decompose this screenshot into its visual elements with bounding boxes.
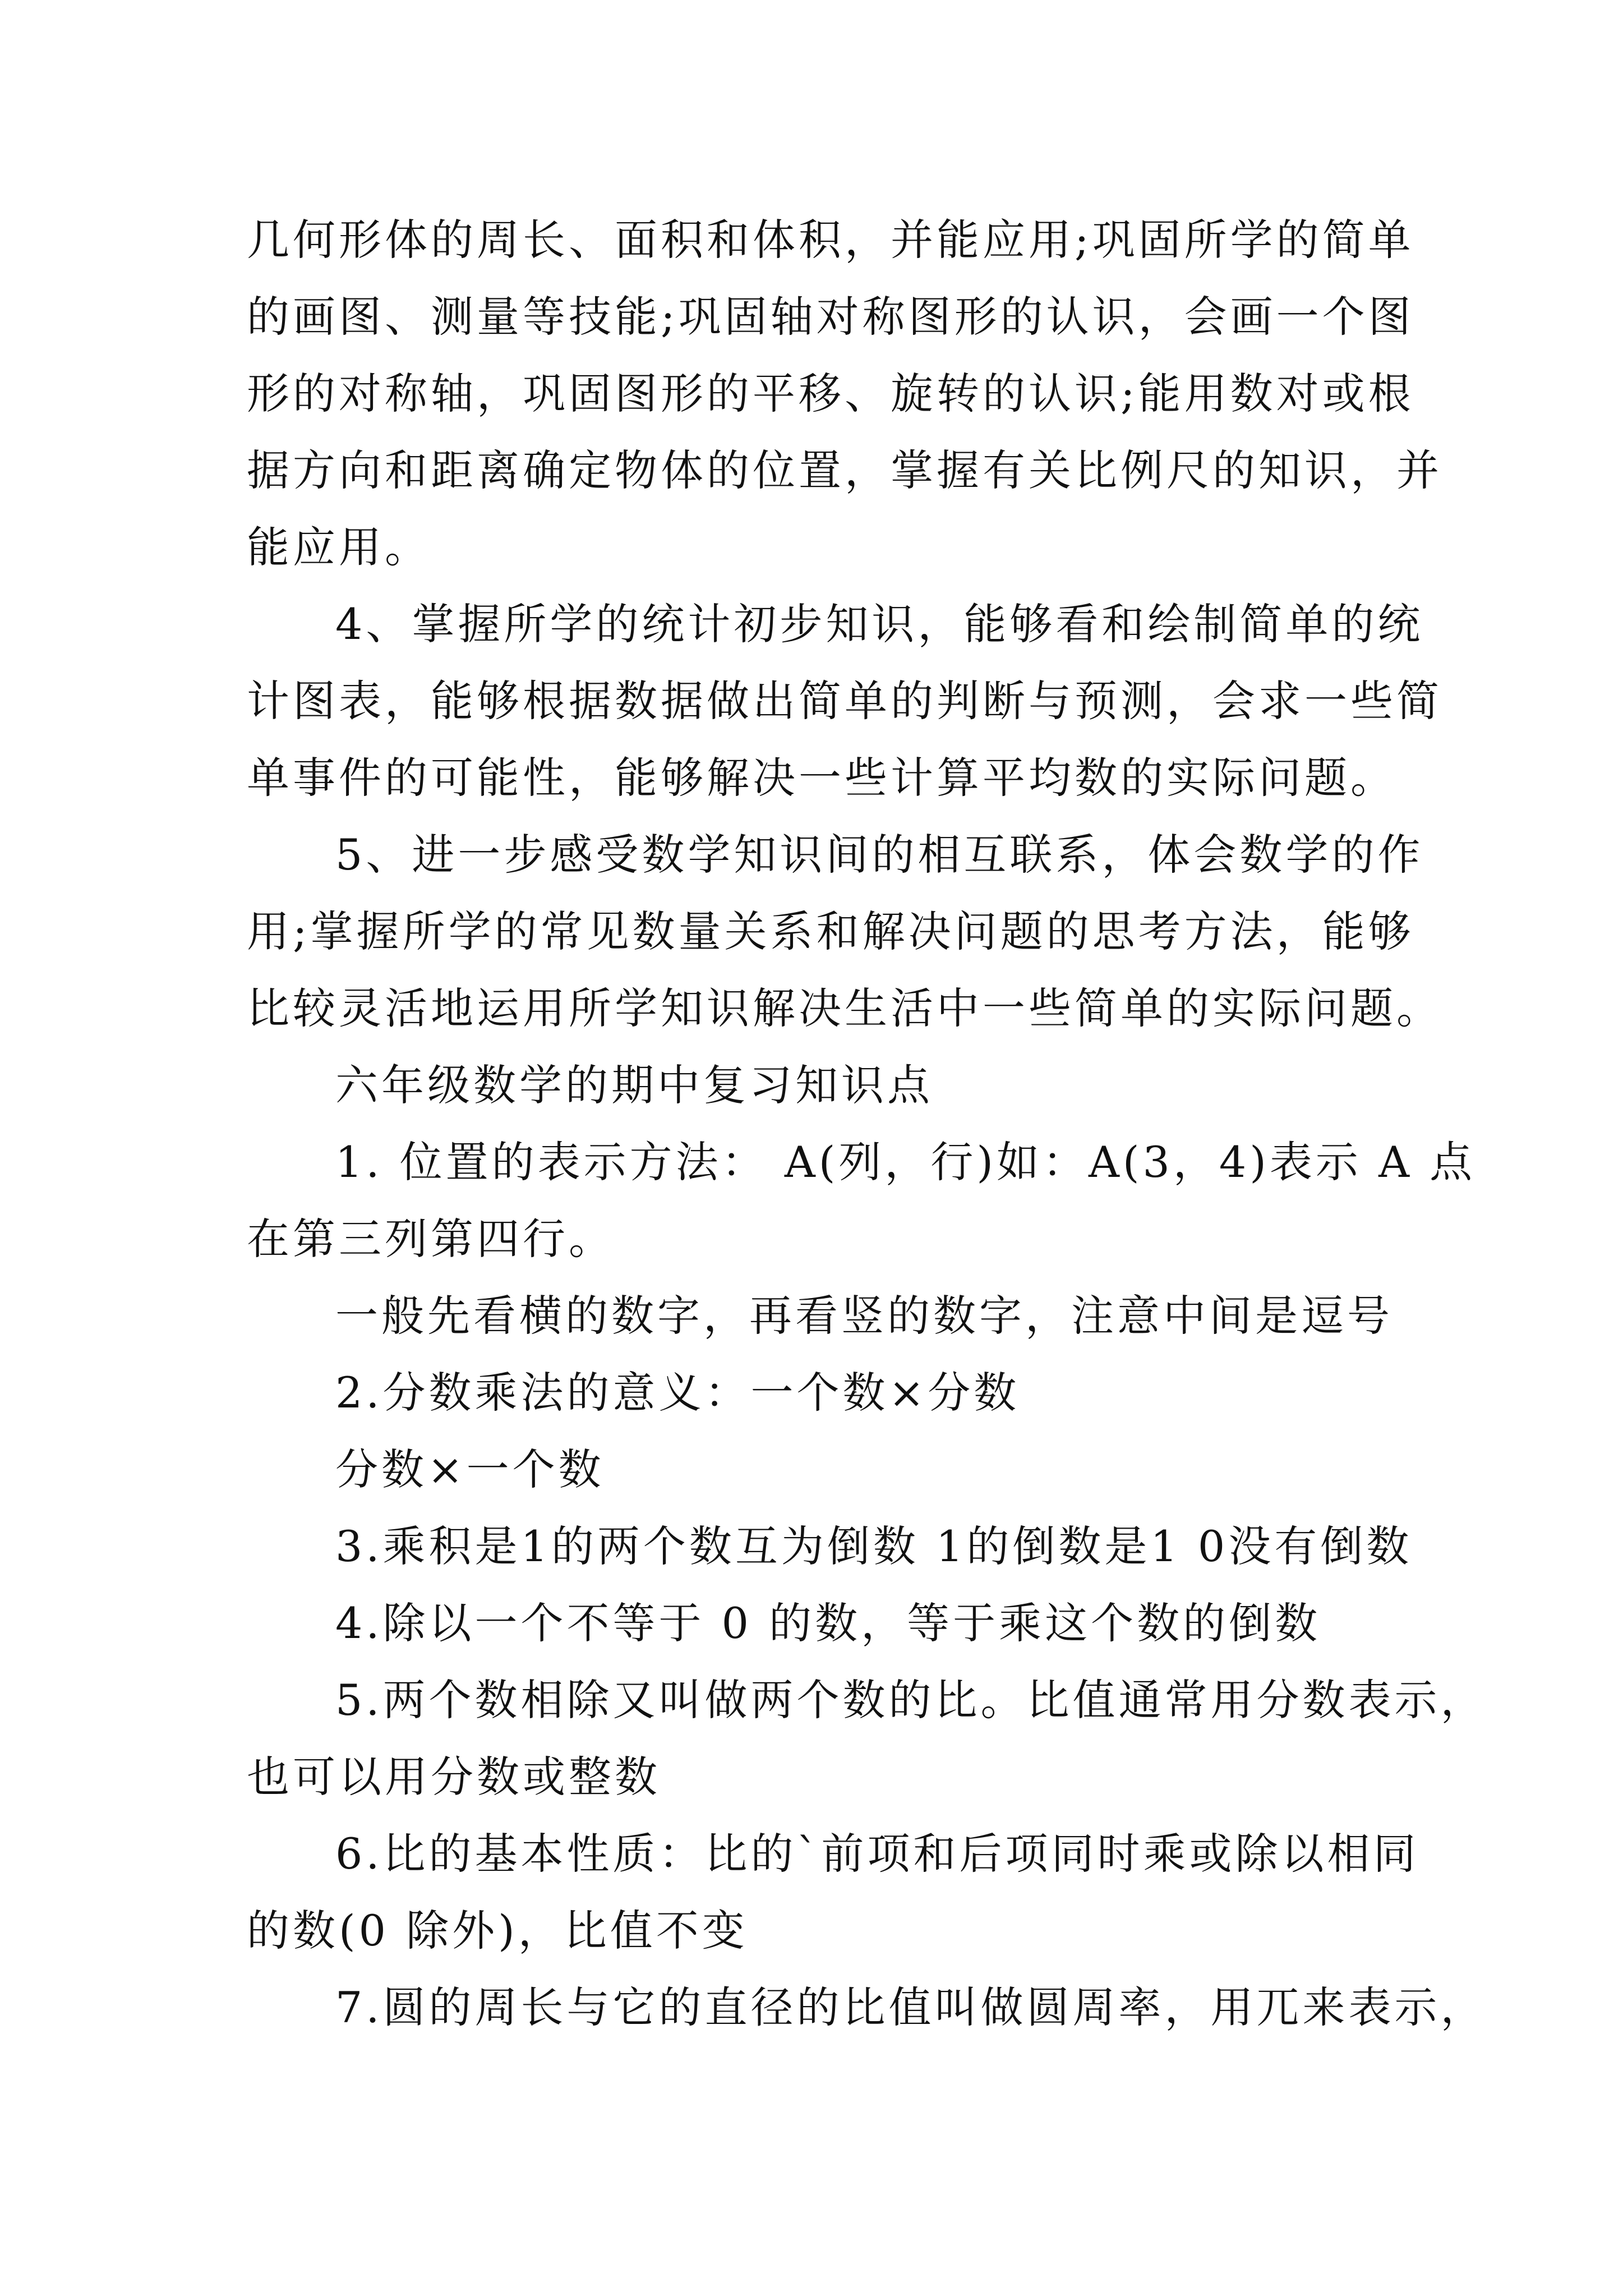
text-line: 一般先看横的数字，再看竖的数字，注意中间是逗号 xyxy=(335,1291,1393,1341)
text-line: 单事件的可能性，能够解决一些计算平均数的实际问题。 xyxy=(247,753,1396,803)
text-line: 形的对称轴，巩固图形的平移、旋转的认识;能用数对或根 xyxy=(247,369,1414,418)
paragraph-4-start: 4、掌握所学的统计初步知识，能够看和绘制简单的统 xyxy=(335,599,1424,649)
paragraph-5-start: 5、进一步感受数学知识间的相互联系，体会数学的作 xyxy=(335,830,1424,880)
text-line: 几何形体的周长、面积和体积，并能应用;巩固所学的简单 xyxy=(247,215,1414,265)
text-line: 用;掌握所学的常见数量关系和解决问题的思考方法，能够 xyxy=(247,907,1414,956)
point-2: 2.分数乘法的意义：一个数×分数 xyxy=(335,1368,1020,1418)
point-4: 4.除以一个不等于 0 的数，等于乘这个数的倒数 xyxy=(335,1598,1321,1648)
text-line: 据方向和距离确定物体的位置，掌握有关比例尺的知识，并 xyxy=(247,445,1442,495)
text-line: 分数×一个数 xyxy=(335,1444,605,1494)
text-line: 能应用。 xyxy=(247,522,431,572)
point-3: 3.乘积是1的两个数互为倒数 1的倒数是1 0没有倒数 xyxy=(335,1521,1413,1571)
point-1: 1. 位置的表示方法： A(列，行)如：A(3，4)表示 A 点 xyxy=(335,1137,1476,1187)
text-line: 在第三列第四行。 xyxy=(247,1214,615,1264)
point-7: 7.圆的周长与它的直径的比值叫做圆周率，用兀来表示， xyxy=(335,1982,1487,2032)
text-line: 的画图、测量等技能;巩固轴对称图形的认识，会画一个图 xyxy=(247,292,1414,342)
text-line: 计图表，能够根据数据做出简单的判断与预测，会求一些简 xyxy=(247,676,1442,726)
text-line: 的数(0 除外)，比值不变 xyxy=(247,1906,748,1955)
text-line: 也可以用分数或整数 xyxy=(247,1752,661,1802)
text-line: 比较灵活地运用所学知识解决生活中一些简单的实际问题。 xyxy=(247,983,1442,1033)
point-5: 5.两个数相除又叫做两个数的比。比值通常用分数表示， xyxy=(335,1675,1487,1725)
section-heading: 六年级数学的期中复习知识点 xyxy=(335,1060,933,1110)
point-6: 6.比的基本性质：比的`前项和后项同时乘或除以相同 xyxy=(335,1829,1419,1879)
